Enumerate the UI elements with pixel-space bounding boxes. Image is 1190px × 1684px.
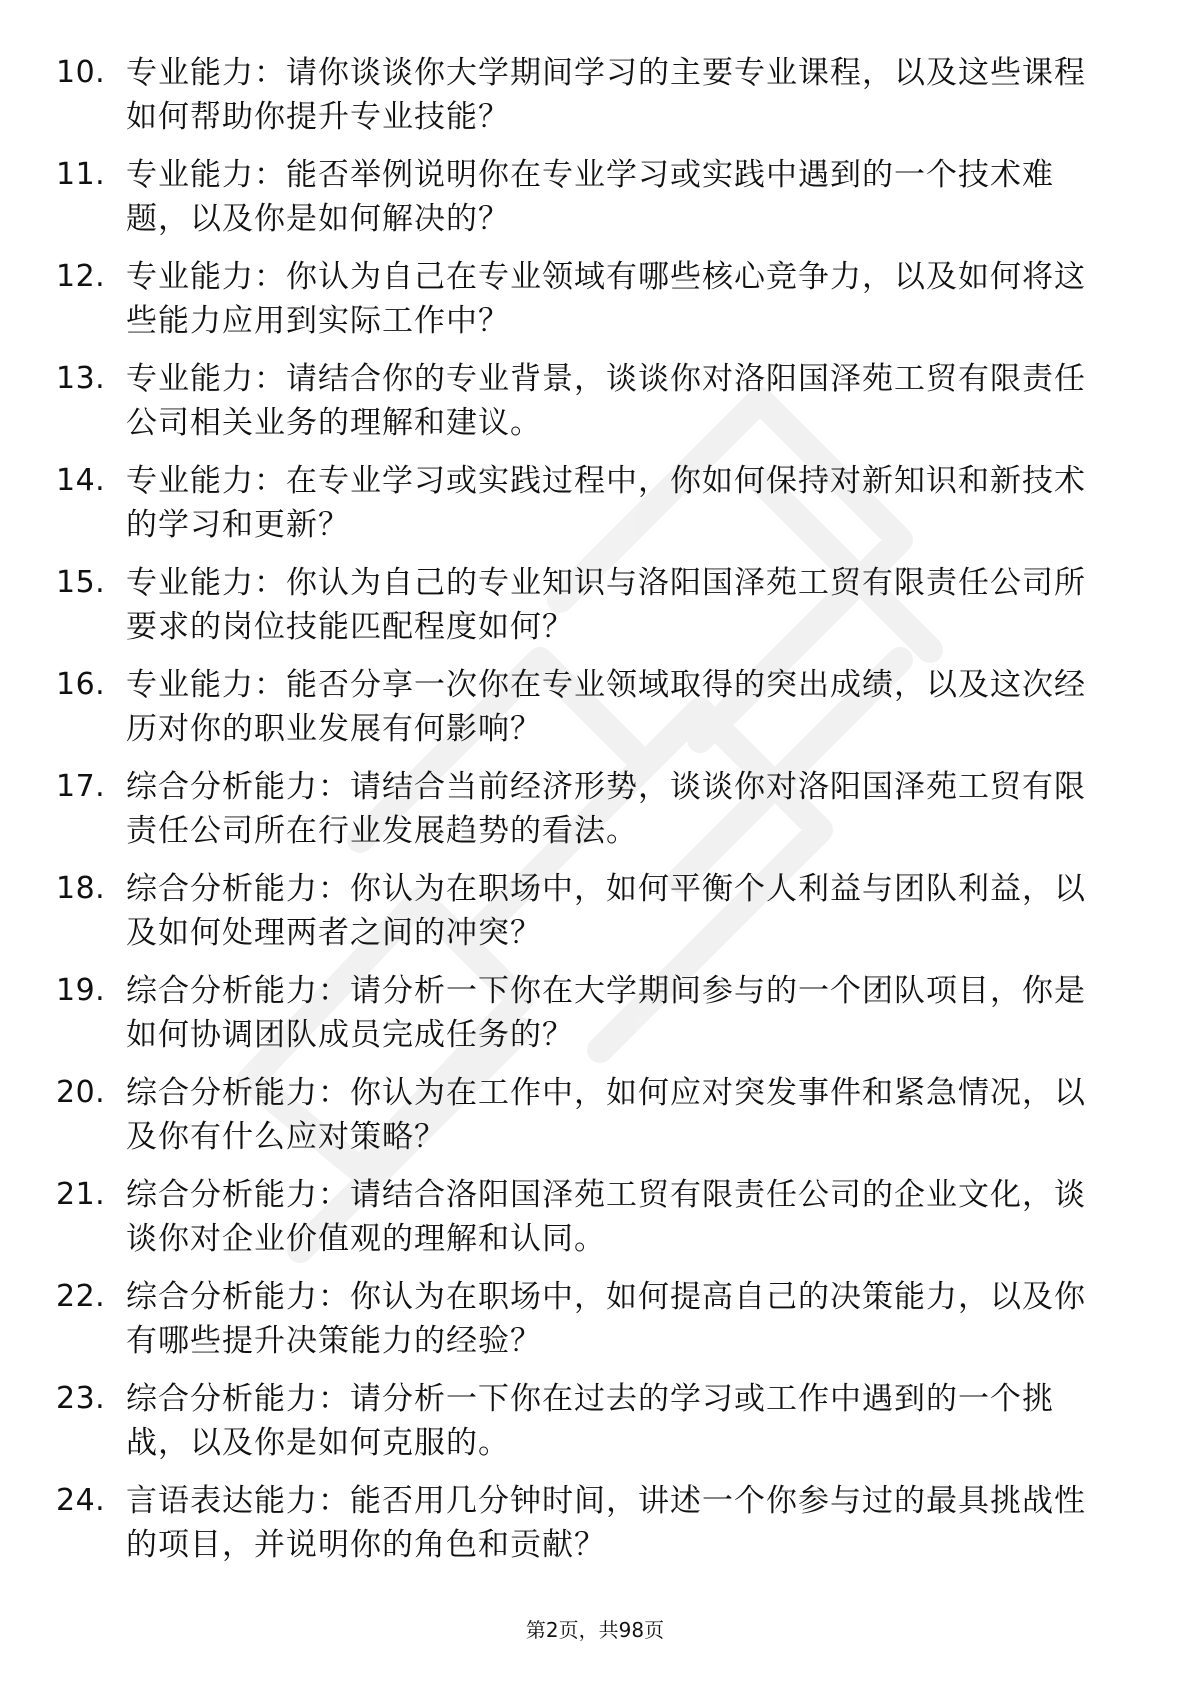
list-item	[56, 358, 1116, 460]
list-item	[56, 562, 1116, 664]
question-number: 11.	[56, 157, 106, 192]
list-item	[56, 970, 1116, 1072]
question-text: 综合分析能力：你认为在职场中，如何提高自己的决策能力，以及你有哪些提升决策能力的经验？	[126, 1279, 1086, 1359]
question-number: 20.	[56, 1075, 106, 1110]
question-number: 17.	[56, 769, 106, 804]
list-item	[56, 460, 1116, 562]
list-item	[56, 1480, 1116, 1582]
question-text: 专业能力：能否举例说明你在专业学习或实践中遇到的一个技术难题，以及你是如何解决的？	[126, 157, 1054, 237]
question-number: 22.	[56, 1279, 106, 1314]
question-number: 21.	[56, 1177, 106, 1212]
question-text: 综合分析能力：请结合洛阳国泽苑工贸有限责任公司的企业文化，谈谈你对企业价值观的理解和认同。	[126, 1177, 1086, 1257]
question-text: 专业能力：在专业学习或实践过程中，你如何保持对新知识和新技术的学习和更新？	[126, 463, 1086, 543]
list-item	[56, 154, 1116, 256]
question-text: 专业能力：你认为自己的专业知识与洛阳国泽苑工贸有限责任公司所要求的岗位技能匹配程度如何？	[126, 565, 1086, 645]
question-text: 综合分析能力：请分析一下你在过去的学习或工作中遇到的一个挑战，以及你是如何克服的。	[126, 1381, 1054, 1461]
question-text: 专业能力：请结合你的专业背景，谈谈你对洛阳国泽苑工贸有限责任公司相关业务的理解和建议。	[126, 361, 1086, 441]
list-item	[56, 1072, 1116, 1174]
question-list	[56, 52, 1116, 1582]
question-number: 24.	[56, 1483, 106, 1518]
question-number: 10.	[56, 55, 106, 90]
list-item	[56, 52, 1116, 154]
question-text: 综合分析能力：你认为在职场中，如何平衡个人利益与团队利益，以及如何处理两者之间的冲突？	[126, 871, 1086, 951]
question-number: 23.	[56, 1381, 106, 1416]
page-indicator: 第2页，共98页	[525, 1618, 665, 1642]
question-number: 15.	[56, 565, 106, 600]
question-number: 14.	[56, 463, 106, 498]
list-item	[56, 868, 1116, 970]
question-text: 专业能力：能否分享一次你在专业领域取得的突出成绩，以及这次经历对你的职业发展有何影响？	[126, 667, 1086, 747]
question-number: 13.	[56, 361, 106, 396]
question-number: 16.	[56, 667, 106, 702]
list-item	[56, 1276, 1116, 1378]
list-item	[56, 1174, 1116, 1276]
question-text: 综合分析能力：请分析一下你在大学期间参与的一个团队项目，你是如何协调团队成员完成任务的？	[126, 973, 1086, 1053]
list-item	[56, 664, 1116, 766]
list-item	[56, 256, 1116, 358]
question-number: 19.	[56, 973, 106, 1008]
question-number: 18.	[56, 871, 106, 906]
list-item	[56, 1378, 1116, 1480]
question-text: 言语表达能力：能否用几分钟时间，讲述一个你参与过的最具挑战性的项目，并说明你的角色和贡献？	[126, 1483, 1086, 1563]
question-text: 专业能力：你认为自己在专业领域有哪些核心竞争力，以及如何将这些能力应用到实际工作中？	[126, 259, 1086, 339]
question-text: 专业能力：请你谈谈你大学期间学习的主要专业课程，以及这些课程如何帮助你提升专业技能？	[126, 55, 1086, 135]
question-text: 综合分析能力：请结合当前经济形势，谈谈你对洛阳国泽苑工贸有限责任公司所在行业发展趋势的看法。	[126, 769, 1086, 849]
list-item	[56, 766, 1116, 868]
question-number: 12.	[56, 259, 106, 294]
question-text: 综合分析能力：你认为在工作中，如何应对突发事件和紧急情况，以及你有什么应对策略？	[126, 1075, 1086, 1155]
